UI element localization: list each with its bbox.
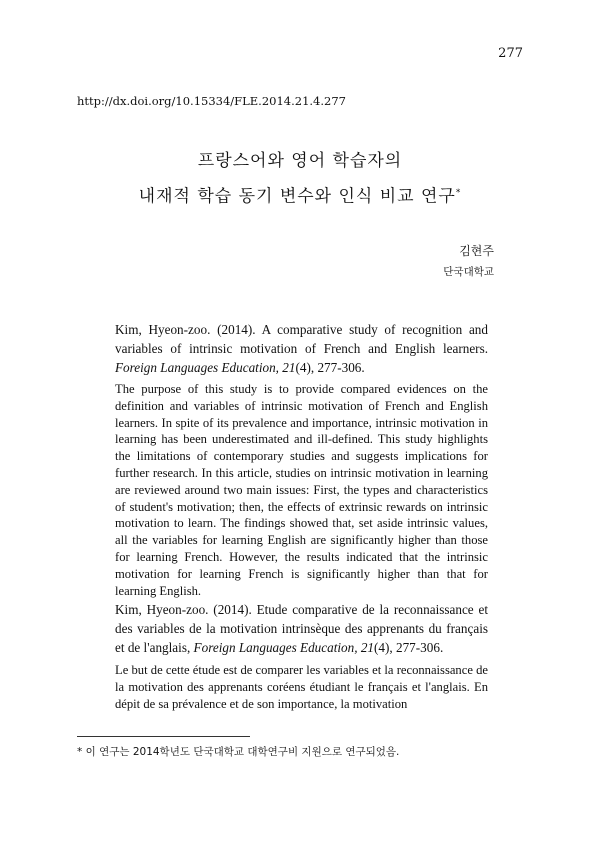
author-name: 김현주: [459, 244, 494, 258]
citation-english: [115, 320, 488, 377]
citation-french-text: Kim, Hyeon-zoo. (2014). Etude comparative de la reconnaissance et des variables de la motivation intrinsèque des apprenants du français et de l'anglais,: [115, 602, 488, 655]
title-line-1: 프랑스어와 영어 학습자의: [197, 151, 403, 171]
title-line-2-text: 내재적 학습 동기 변수와 인식 비교 연구: [138, 186, 456, 207]
paper-title: [0, 145, 600, 213]
citation-english-pages: (4), 277-306.: [295, 360, 365, 375]
citation-french-journal: Foreign Languages Education, 21: [193, 640, 375, 655]
author-affiliation: 단국대학교: [443, 266, 494, 278]
title-footnote-marker: *: [455, 188, 462, 198]
abstract-french: Le but de cette étude est de comparer les variables et la reconnaissance de la motivation des apprenants coréens étudiant le français et l'anglais. En dépit de sa prévalence et de son importance, la motivation: [115, 663, 488, 711]
footnote-divider: [77, 736, 250, 737]
citation-french-pages: (4), 277-306.: [374, 640, 444, 655]
doi-link[interactable]: http://dx.doi.org/10.15334/FLE.2014.21.4.277: [77, 94, 346, 108]
citation-english-text: Kim, Hyeon-zoo. (2014). A comparative study of recognition and variables of intrinsic motivation of French and English learners.: [115, 322, 488, 356]
citation-english-journal: Foreign Languages Education, 21: [115, 360, 296, 375]
citation-french: [115, 600, 488, 657]
title-line-2: [0, 177, 600, 213]
footnote: * 이 연구는 2014학년도 단국대학교 대학연구비 지원으로 연구되었음.: [77, 746, 400, 758]
abstract-english: The purpose of this study is to provide compared evidences on the definition and variables of intrinsic motivation of French and English learners. In spite of its prevalence and importance, intrinsic motivation in learning has been underestimated and ill-defined. This study highlights the limitations of contemporary studies and suggests implications for further research. In this article, studies on intrinsic motivation in learning are reviewed around two main issues: First, the types and characteristics of student's motivation; then, the effects of extrinsic rewards on intrinsic motivation to learn. The findings showed that, set aside intrinsic values, all the variables for learning English are significantly higher than those for learning French. However, the results indicated that the intrinsic motivation for learning French is significantly higher than that for learning English.: [115, 382, 488, 598]
page-number: 277: [498, 46, 523, 61]
